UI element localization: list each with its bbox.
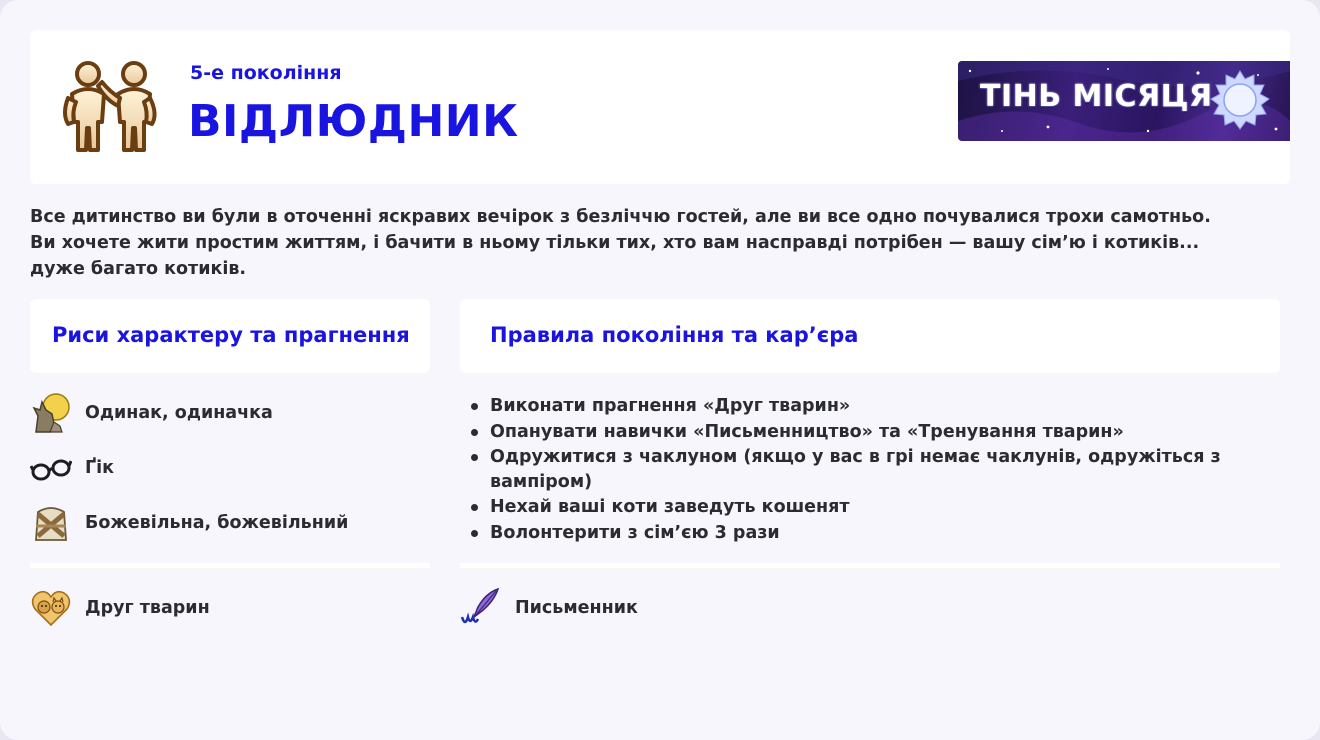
challenge-title: ВІДЛЮДНИК: [188, 96, 519, 147]
pack-banner[interactable]: [958, 61, 1290, 141]
rules-divider: [460, 563, 1280, 568]
rules-panel-header: [460, 299, 1280, 373]
traits-heading: Риси характеру та прагнення: [52, 323, 410, 347]
rule-text: Волонтерити з сім’єю 3 рази: [490, 522, 780, 543]
trait-label: Ґік: [85, 458, 115, 478]
career-label: Письменник: [515, 598, 638, 618]
moon-badge-icon: [1208, 69, 1272, 133]
rule-text: Виконати прагнення «Друг тварин»: [490, 396, 851, 416]
header-card: [30, 30, 1290, 184]
bullet-icon: [471, 454, 478, 461]
two-people-icon: [58, 58, 162, 158]
aspiration-item[interactable]: [30, 586, 210, 630]
rule-text: Одружитися з чаклуном (якщо у вас в грі немає чаклунів, одружіться з вампіром): [490, 447, 1221, 492]
traits-panel-header: [30, 299, 430, 373]
rule-item: [468, 420, 1268, 445]
pet-friend-icon: [30, 587, 72, 629]
bullet-icon: [471, 530, 478, 537]
trait-label: Божевільна, божевільний: [85, 513, 349, 533]
bullet-icon: [471, 429, 478, 436]
description-text: Все дитинство ви були в оточенні яскравих вечірок з безліччю гостей, але ви все одно почувалися трохи самотньо. Ви хочете жити простим життям, і бачити в ньому тільки тих, хто вам насправді потрібен — вашу сім’ю і котиків... дуже багато котиків.: [30, 207, 1211, 279]
traits-divider: [30, 563, 430, 568]
rule-text: Опанувати навички «Письменництво» та «Тренування тварин»: [490, 421, 1124, 442]
trait-item[interactable]: [30, 391, 273, 435]
pack-name: ТІНЬ МІСЯЦЯ: [980, 79, 1213, 114]
glasses-icon: [30, 447, 72, 489]
rule-item: [468, 495, 1268, 520]
rule-item: [468, 445, 1268, 494]
trait-item[interactable]: [30, 501, 348, 545]
trait-item[interactable]: [30, 446, 114, 490]
rule-item: [468, 394, 1268, 419]
rule-item: [468, 521, 1268, 546]
lone-wolf-icon: [30, 392, 72, 434]
quill-pen-icon: [460, 587, 502, 629]
aspiration-label: Друг тварин: [85, 598, 210, 618]
generation-label: 5-е покоління: [190, 62, 342, 84]
rules-list: [468, 394, 1268, 546]
trait-label: Одинак, одиначка: [85, 403, 273, 423]
bullet-icon: [471, 403, 478, 410]
rule-text: Нехай ваші коти заведуть кошенят: [490, 497, 850, 517]
bullet-icon: [471, 504, 478, 511]
straitjacket-icon: [30, 502, 72, 544]
career-item[interactable]: [460, 586, 638, 630]
rules-heading: Правила покоління та кар’єра: [490, 323, 859, 347]
